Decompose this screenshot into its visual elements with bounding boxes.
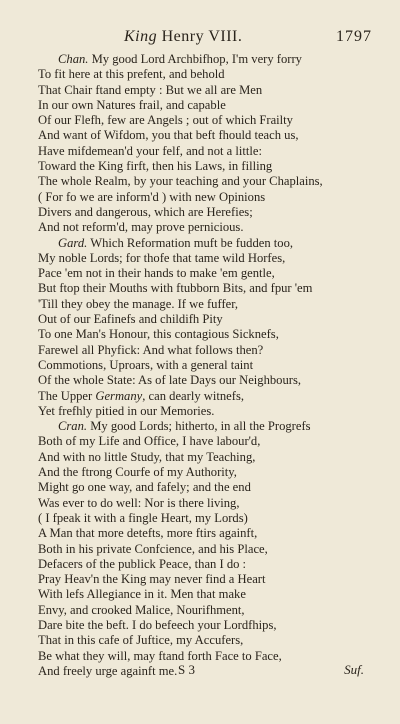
catchword: Suf.: [344, 662, 364, 677]
text-line: [38, 434, 390, 449]
speaker-name: Cran.: [58, 419, 88, 434]
text-line: [38, 465, 390, 480]
line-text: That Chair ftand empty : But we all are Men: [38, 82, 263, 97]
line-text: But ftop their Mouths with ftubborn Bits, and fpur 'em: [38, 281, 313, 296]
text-line: [38, 373, 390, 388]
line-text: A Man that more detefts, more ftirs againft,: [38, 526, 258, 541]
text-line: [38, 343, 390, 358]
line-text: Toward the King firft, then his Laws, in filling: [38, 159, 273, 174]
text-line: [38, 113, 390, 128]
text-line: [38, 266, 390, 281]
page-number: 1797: [336, 28, 372, 45]
line-text: Farewel all Phyfick: And what follows then?: [38, 342, 264, 357]
line-text: Yet frefhly pitied in our Memories.: [38, 403, 215, 418]
text-line: [38, 587, 390, 602]
text-line: [38, 404, 390, 419]
line-text: Pace 'em not in their hands to make 'em gentle,: [38, 266, 275, 281]
text-line: [38, 190, 390, 205]
line-text: And the ftrong Courfe of my Authority,: [38, 465, 237, 480]
play-text: [38, 52, 390, 679]
running-title: [124, 28, 242, 46]
line-text: My good Lords; hitherto, in all the Progrefs: [87, 419, 311, 434]
text-line: [38, 526, 390, 541]
text-line: [38, 480, 390, 495]
line-text: The whole Realm, by your teaching and your Chaplains,: [38, 174, 323, 189]
text-line: [38, 144, 390, 159]
text-line: [38, 358, 390, 373]
text-line: [38, 496, 390, 511]
text-line: [38, 159, 390, 174]
line-text: And freely urge againft me.: [38, 663, 178, 678]
line-text: And with no little Study, that my Teaching,: [38, 449, 256, 464]
text-line: [38, 67, 390, 82]
text-line: [38, 205, 390, 220]
text-line: [38, 174, 390, 189]
line-text: Commotions, Uproars, with a general taint: [38, 357, 254, 372]
text-line: [38, 450, 390, 465]
text-line: [38, 83, 390, 98]
line-text: Envy, and crooked Malice, Nourifhment,: [38, 602, 245, 617]
line-text: Out of our Eafinefs and childifh Pity: [38, 312, 223, 327]
line-text: Both of my Life and Office, I have labour'd,: [38, 434, 261, 449]
line-text: Divers and dangerous, which are Herefies;: [38, 204, 253, 219]
text-line: [38, 98, 390, 113]
text-line: [38, 618, 390, 633]
line-text: Of the whole State: As of late Days our Neighbours,: [38, 373, 302, 388]
running-title-rest: Henry VIII.: [157, 28, 243, 45]
line-text: With lefs Allegiance in it. Men that make: [38, 587, 246, 602]
text-line: [38, 220, 390, 235]
line-text: In our own Natures frail, and capable: [38, 97, 226, 112]
text-line: [38, 572, 390, 587]
line-text: 'Till they obey the manage. If we fuffer,: [38, 296, 239, 311]
speaker-name: Gard.: [58, 235, 88, 250]
line-text: Was ever to do well: Nor is there living,: [38, 495, 240, 510]
text-line: [38, 542, 390, 557]
line-text: Have mifdemean'd your felf, and not a little:: [38, 143, 262, 158]
text-line: [38, 511, 390, 526]
text-line: [38, 557, 390, 572]
speaker-name: Chan.: [58, 52, 89, 66]
line-text: Which Reformation muft be fudden too,: [87, 235, 294, 250]
text-line: [38, 389, 390, 404]
line-text: And want of Wifdom, you that beft fhould teach us,: [38, 128, 299, 143]
line-text: Might go one way, and fafely; and the end: [38, 480, 251, 495]
text-line: [38, 297, 390, 312]
line-text-after: , can dearly witnefs,: [142, 388, 244, 403]
text-line: [38, 633, 390, 648]
text-line: [38, 128, 390, 143]
text-line: [38, 419, 390, 434]
line-text: To one Man's Honour, this contagious Sicknefs,: [38, 327, 279, 342]
text-line: [38, 312, 390, 327]
line-text: Defacers of the publick Peace, than I do :: [38, 556, 247, 571]
line-text: Pray Heav'n the King may never find a Heart: [38, 572, 266, 587]
line-text: That in this cafe of Juftice, my Accufers,: [38, 633, 244, 648]
text-line: [38, 603, 390, 618]
line-text: Of our Flefh, few are Angels ; out of which Frailty: [38, 113, 293, 128]
text-line: [38, 281, 390, 296]
page-footer: [0, 662, 400, 680]
text-line: [38, 236, 390, 251]
page-header: [0, 28, 400, 48]
italic-word: Germany: [95, 388, 143, 403]
line-text: Dare bite the beft. I do befeech your Lordfhips,: [38, 617, 277, 632]
line-text: ( For fo we are inform'd ) with new Opinions: [38, 189, 266, 204]
text-line: [38, 327, 390, 342]
line-text: To fit here at this prefent, and behold: [38, 67, 225, 82]
line-text: Be what they will, may ftand forth Face to Face,: [38, 648, 282, 663]
line-text: The Upper: [38, 388, 96, 403]
line-text: My good Lord Archbifhop, I'm very forry: [88, 52, 302, 66]
text-line: [38, 251, 390, 266]
line-text: Both in his private Confcience, and his Place,: [38, 541, 268, 556]
text-line: [38, 52, 390, 67]
running-title-italic: King: [124, 28, 158, 45]
line-text: My noble Lords; for thofe that tame wild Horfes,: [38, 250, 286, 265]
line-text: ( I fpeak it with a fingle Heart, my Lords): [38, 510, 248, 525]
line-text: And not reform'd, may prove pernicious.: [38, 220, 244, 235]
signature-mark: S 3: [178, 662, 195, 677]
